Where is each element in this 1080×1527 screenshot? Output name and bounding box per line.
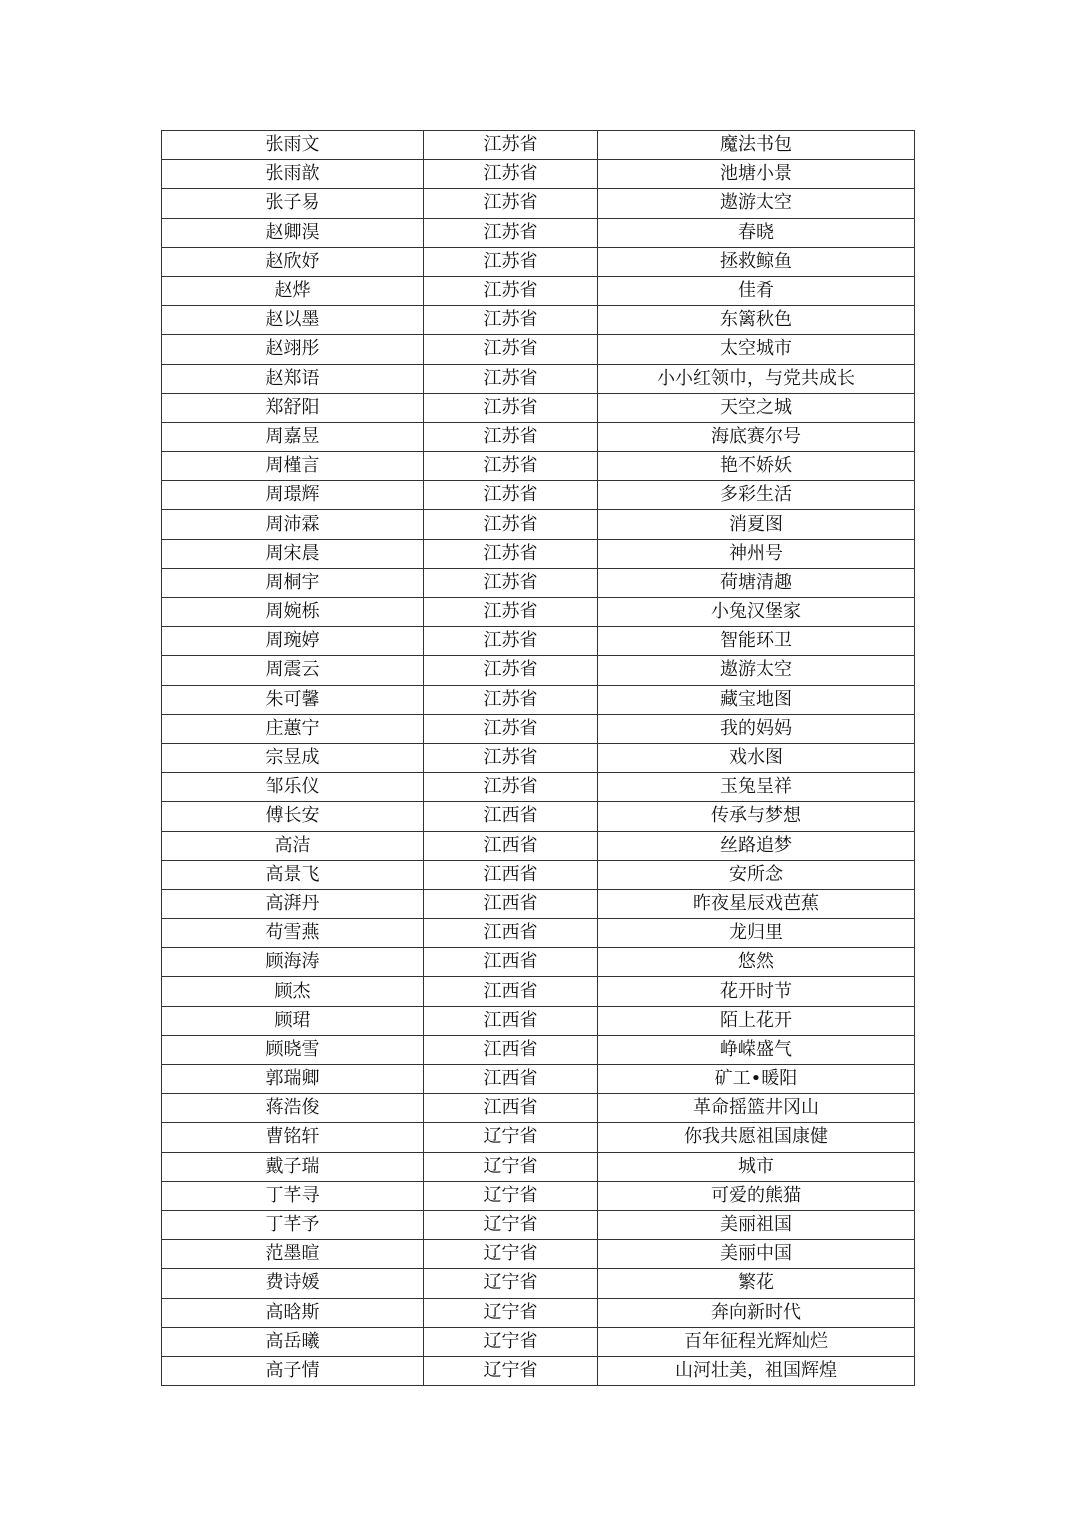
name-cell: 张雨歆	[162, 160, 424, 189]
work-title-cell: 海底赛尔号	[598, 422, 915, 451]
name-cell: 高景飞	[162, 860, 424, 889]
table-row	[162, 627, 915, 656]
name-cell: 朱可馨	[162, 685, 424, 714]
work-title-cell: 太空城市	[598, 335, 915, 364]
name-cell: 高岳曦	[162, 1327, 424, 1356]
province-cell: 辽宁省	[424, 1210, 598, 1239]
work-title-cell: 小兔汉堡家	[598, 598, 915, 627]
province-cell: 江西省	[424, 1035, 598, 1064]
work-title-cell: 美丽中国	[598, 1240, 915, 1269]
table-row	[162, 1356, 915, 1385]
province-cell: 江苏省	[424, 189, 598, 218]
work-title-cell: 花开时节	[598, 977, 915, 1006]
work-title-cell: 神州号	[598, 539, 915, 568]
province-cell: 江苏省	[424, 160, 598, 189]
work-title-cell: 陌上花开	[598, 1006, 915, 1035]
name-cell: 赵郑语	[162, 364, 424, 393]
table-row	[162, 393, 915, 422]
work-title-cell: 消夏图	[598, 510, 915, 539]
province-cell: 江西省	[424, 802, 598, 831]
work-title-cell: 城市	[598, 1152, 915, 1181]
table-row	[162, 247, 915, 276]
name-cell: 周嘉昱	[162, 422, 424, 451]
table-row	[162, 452, 915, 481]
province-cell: 江西省	[424, 1065, 598, 1094]
work-title-cell: 佳肴	[598, 276, 915, 305]
table-row	[162, 539, 915, 568]
name-cell: 周宋晨	[162, 539, 424, 568]
work-title-cell: 可爱的熊猫	[598, 1181, 915, 1210]
name-cell: 周沛霖	[162, 510, 424, 539]
province-cell: 江苏省	[424, 510, 598, 539]
work-title-cell: 繁花	[598, 1269, 915, 1298]
name-cell: 戴子瑞	[162, 1152, 424, 1181]
name-cell: 顾珺	[162, 1006, 424, 1035]
province-cell: 江苏省	[424, 422, 598, 451]
table-row	[162, 802, 915, 831]
table-row	[162, 1181, 915, 1210]
province-cell: 江苏省	[424, 685, 598, 714]
table-row	[162, 948, 915, 977]
table-row	[162, 743, 915, 772]
table-row	[162, 598, 915, 627]
name-cell: 赵欣妤	[162, 247, 424, 276]
name-cell: 赵翊彤	[162, 335, 424, 364]
name-cell: 曹铭轩	[162, 1123, 424, 1152]
province-cell: 江西省	[424, 977, 598, 1006]
province-cell: 江苏省	[424, 276, 598, 305]
province-cell: 江苏省	[424, 714, 598, 743]
province-cell: 辽宁省	[424, 1181, 598, 1210]
name-cell: 宗昱成	[162, 743, 424, 772]
province-cell: 江苏省	[424, 773, 598, 802]
name-cell: 庄蕙宁	[162, 714, 424, 743]
work-title-cell: 矿工•暖阳	[598, 1065, 915, 1094]
province-cell: 江西省	[424, 860, 598, 889]
work-title-cell: 多彩生活	[598, 481, 915, 510]
table-row	[162, 831, 915, 860]
name-cell: 邹乐仪	[162, 773, 424, 802]
table-row	[162, 889, 915, 918]
table-row	[162, 306, 915, 335]
table-row	[162, 1240, 915, 1269]
name-cell: 高子情	[162, 1356, 424, 1385]
work-title-cell: 东篱秋色	[598, 306, 915, 335]
work-title-cell: 遨游太空	[598, 656, 915, 685]
work-title-cell: 戏水图	[598, 743, 915, 772]
name-cell: 周婉栎	[162, 598, 424, 627]
province-cell: 江苏省	[424, 306, 598, 335]
province-cell: 江西省	[424, 948, 598, 977]
name-cell: 周槿言	[162, 452, 424, 481]
name-cell: 张子易	[162, 189, 424, 218]
name-cell: 周琬婷	[162, 627, 424, 656]
table-row	[162, 1065, 915, 1094]
work-title-cell: 遨游太空	[598, 189, 915, 218]
work-title-cell: 奔向新时代	[598, 1298, 915, 1327]
work-title-cell: 拯救鲸鱼	[598, 247, 915, 276]
work-title-cell: 艳不娇妖	[598, 452, 915, 481]
work-title-cell: 悠然	[598, 948, 915, 977]
work-title-cell: 丝路追梦	[598, 831, 915, 860]
name-cell: 郑舒阳	[162, 393, 424, 422]
province-cell: 江苏省	[424, 598, 598, 627]
name-cell: 张雨文	[162, 131, 424, 160]
name-cell: 高晗斯	[162, 1298, 424, 1327]
table-row	[162, 131, 915, 160]
work-title-cell: 美丽祖国	[598, 1210, 915, 1239]
province-cell: 江苏省	[424, 481, 598, 510]
name-cell: 赵卿淏	[162, 218, 424, 247]
name-cell: 范墨暄	[162, 1240, 424, 1269]
table-row	[162, 1152, 915, 1181]
table-row	[162, 276, 915, 305]
work-title-cell: 你我共愿祖国康健	[598, 1123, 915, 1152]
work-title-cell: 我的妈妈	[598, 714, 915, 743]
table-row	[162, 1094, 915, 1123]
table-row	[162, 1269, 915, 1298]
name-cell: 丁芊寻	[162, 1181, 424, 1210]
table-row	[162, 1210, 915, 1239]
table-row	[162, 919, 915, 948]
province-cell: 辽宁省	[424, 1240, 598, 1269]
province-cell: 辽宁省	[424, 1298, 598, 1327]
name-cell: 丁芊予	[162, 1210, 424, 1239]
province-cell: 江苏省	[424, 131, 598, 160]
name-cell: 周璟辉	[162, 481, 424, 510]
work-title-cell: 昨夜星辰戏芭蕉	[598, 889, 915, 918]
name-cell: 苟雪燕	[162, 919, 424, 948]
work-title-cell: 小小红领巾，与党共成长	[598, 364, 915, 393]
province-cell: 江西省	[424, 831, 598, 860]
table-row	[162, 189, 915, 218]
province-cell: 江苏省	[424, 568, 598, 597]
province-cell: 江苏省	[424, 364, 598, 393]
table-row	[162, 860, 915, 889]
province-cell: 辽宁省	[424, 1123, 598, 1152]
work-title-cell: 革命摇篮井冈山	[598, 1094, 915, 1123]
work-title-cell: 龙归里	[598, 919, 915, 948]
name-cell: 顾海涛	[162, 948, 424, 977]
province-cell: 辽宁省	[424, 1327, 598, 1356]
table-row	[162, 568, 915, 597]
province-cell: 江西省	[424, 1006, 598, 1035]
table-row	[162, 422, 915, 451]
work-title-cell: 荷塘清趣	[598, 568, 915, 597]
province-cell: 江苏省	[424, 656, 598, 685]
province-cell: 辽宁省	[424, 1269, 598, 1298]
province-cell: 江西省	[424, 1094, 598, 1123]
table-row	[162, 1327, 915, 1356]
name-cell: 蒋浩俊	[162, 1094, 424, 1123]
work-title-cell: 百年征程光辉灿烂	[598, 1327, 915, 1356]
table-row	[162, 977, 915, 1006]
name-cell: 赵烨	[162, 276, 424, 305]
table-row	[162, 1123, 915, 1152]
table-row	[162, 714, 915, 743]
table-row	[162, 656, 915, 685]
work-title-cell: 智能环卫	[598, 627, 915, 656]
work-title-cell: 传承与梦想	[598, 802, 915, 831]
province-cell: 辽宁省	[424, 1152, 598, 1181]
work-title-cell: 春晓	[598, 218, 915, 247]
province-cell: 江苏省	[424, 627, 598, 656]
name-cell: 周桐宇	[162, 568, 424, 597]
table-row	[162, 160, 915, 189]
province-cell: 江苏省	[424, 393, 598, 422]
name-cell: 周震云	[162, 656, 424, 685]
province-cell: 江苏省	[424, 218, 598, 247]
work-title-cell: 池塘小景	[598, 160, 915, 189]
table-row	[162, 335, 915, 364]
work-title-cell: 安所念	[598, 860, 915, 889]
table-row	[162, 510, 915, 539]
name-cell: 高湃丹	[162, 889, 424, 918]
table-row	[162, 364, 915, 393]
table-row	[162, 685, 915, 714]
province-cell: 江苏省	[424, 452, 598, 481]
work-title-cell: 山河壮美，祖国辉煌	[598, 1356, 915, 1385]
name-cell: 高洁	[162, 831, 424, 860]
name-cell: 赵以墨	[162, 306, 424, 335]
work-title-cell: 魔法书包	[598, 131, 915, 160]
province-cell: 江苏省	[424, 539, 598, 568]
name-cell: 郭瑞卿	[162, 1065, 424, 1094]
province-cell: 辽宁省	[424, 1356, 598, 1385]
work-title-cell: 天空之城	[598, 393, 915, 422]
province-cell: 江西省	[424, 919, 598, 948]
province-cell: 江西省	[424, 889, 598, 918]
name-cell: 顾杰	[162, 977, 424, 1006]
table-row	[162, 1006, 915, 1035]
province-cell: 江苏省	[424, 247, 598, 276]
participant-table	[161, 130, 915, 1386]
table-row	[162, 773, 915, 802]
table-body	[162, 131, 915, 1386]
work-title-cell: 峥嵘盛气	[598, 1035, 915, 1064]
province-cell: 江苏省	[424, 335, 598, 364]
province-cell: 江苏省	[424, 743, 598, 772]
table-row	[162, 481, 915, 510]
table-row	[162, 218, 915, 247]
name-cell: 傅长安	[162, 802, 424, 831]
name-cell: 顾晓雪	[162, 1035, 424, 1064]
table-row	[162, 1035, 915, 1064]
work-title-cell: 玉兔呈祥	[598, 773, 915, 802]
work-title-cell: 藏宝地图	[598, 685, 915, 714]
table-row	[162, 1298, 915, 1327]
name-cell: 费诗媛	[162, 1269, 424, 1298]
